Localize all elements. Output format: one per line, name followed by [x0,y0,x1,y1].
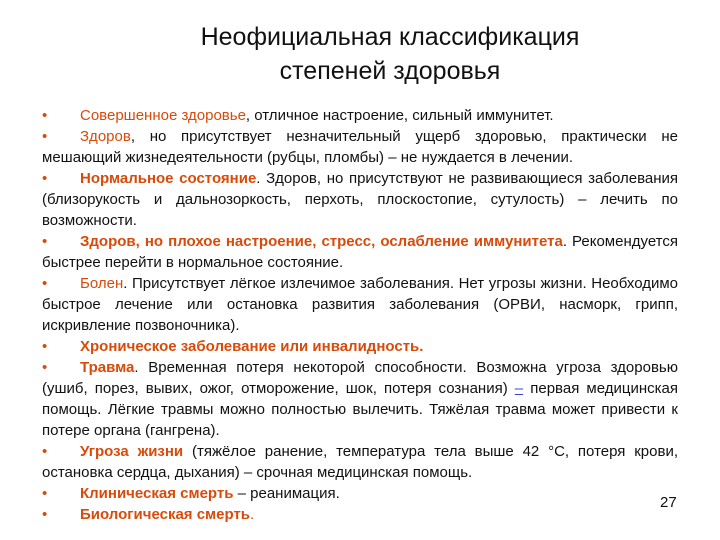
item-text: . [419,338,424,355]
slide-title-line-1: Неофициальная классификация [200,23,580,51]
list-item [42,168,678,231]
item-text: . [250,506,255,523]
page-number: 27 [660,494,677,511]
bullet-icon: • [42,275,48,292]
bullet-icon: • [42,506,48,523]
item-term: Травма [80,359,135,376]
item-term: Совершенное здоровье [80,107,246,124]
item-text-continued: первая медицинская помощь. Лёгкие травмы можно полностью вылечить. Тяжёлая травма может привести к потере органа (гангрена). [42,380,678,439]
item-text: (тяжёлое ранение, температура тела выше 42 °С, потеря крови, остановка сердца, дыхания) – срочная медицинская помощь. [42,443,678,481]
health-levels-list [42,105,678,525]
slide-title [160,20,620,88]
bullet-icon: • [42,338,48,355]
list-item [42,105,678,126]
item-text: . Рекомендуется быстрее перейти в нормальное состояние. [42,233,678,271]
bullet-icon: • [42,443,48,460]
dash-link[interactable]: – [514,380,524,397]
bullet-icon: • [42,128,48,145]
item-text: . Здоров, но присутствуют не развивающиеся заболевания (близорукость и дальнозоркость, перхоть, плоскостопие, сутулость) – лечить по возможности. [42,170,678,229]
item-text: , но присутствует незначительный ущерб здоровью, практически не мешающий жизнедеятельности (рубцы, пломбы) – не нуждается в лечении. [42,128,678,166]
item-text: – реанимация. [233,485,340,502]
slide-title-line-2: степеней здоровья [279,57,501,85]
list-item [42,336,678,357]
item-text: , отличное настроение, сильный иммунитет. [245,107,554,124]
item-term: Здоров [80,128,131,145]
item-term: Клиническая смерть [80,485,234,502]
list-item [42,504,678,525]
item-term: Угроза жизни [80,443,184,460]
list-item [42,357,678,441]
item-text: . Временная потеря некоторой способности. Возможна угроза здоровью (ушиб, порез, вывих, ожог, отморожение, шок, потеря сознания) [42,359,678,397]
item-term: Биологическая смерть [80,506,251,523]
item-term: Здоров, но плохое настроение, стресс, ослабление иммунитета [80,233,563,250]
item-term: Болен [80,275,124,292]
item-term: Нормальное состояние [80,170,257,187]
list-item [42,273,678,336]
list-item [42,483,678,504]
item-text: . Присутствует лёгкое излечимое заболевания. Нет угрозы жизни. Необходимо быстрое лечение или остановка развития заболевания (ОРВИ, насморк, грипп, искривление позвоночника). [42,275,678,334]
bullet-icon: • [42,359,48,376]
bullet-icon: • [42,485,48,502]
bullet-icon: • [42,170,48,187]
bullet-icon: • [42,233,48,250]
item-term: Хроническое заболевание или инвалидность [80,338,420,355]
bullet-icon: • [42,107,48,124]
list-item [42,441,678,483]
list-item [42,231,678,273]
list-item [42,126,678,168]
